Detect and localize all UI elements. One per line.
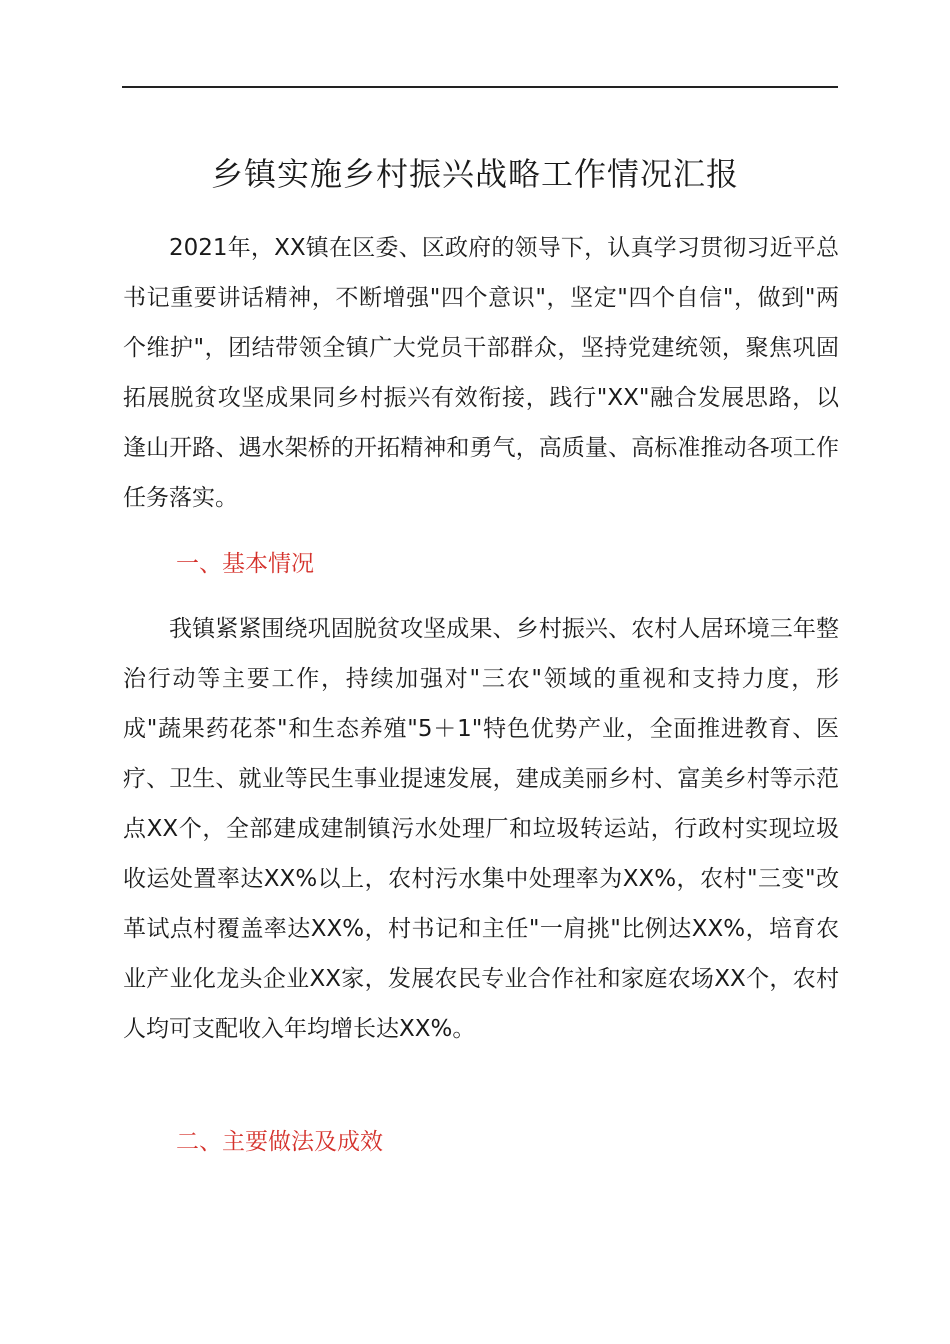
basic-situation-paragraph: 我镇紧紧围绕巩固脱贫攻坚成果、乡村振兴、农村人居环境三年整治行动等主要工作，持续加强对"三农"领域的重视和支持力度，形成"蔬果药花茶"和生态养殖"5＋1"特色优势产业，全面推进教育、医疗、卫生、就业等民生事业提速发展，建成美丽乡村、富美乡村等示范点XX个，全部建成建制镇污水处理厂和垃圾转运站，行政村实现垃圾收运处置率达XX%以上，农村污水集中处理率为XX%，农村"三变"改革试点村覆盖率达XX%，村书记和主任"一肩挑"比例达XX%，培育农业产业化龙头企业XX家，发展农民专业合作社和家庭农场XX个，农村人均可支配收入年均增长达XX%。 (123, 616, 839, 1042)
document-title: 乡镇实施乡村振兴战略工作情况汇报 (210, 155, 739, 193)
section-heading-basic-situation: 一、基本情况 (176, 551, 314, 577)
intro-paragraph: 2021年，XX镇在区委、区政府的领导下，认真学习贯彻习近平总书记重要讲话精神，不断增强"四个意识"，坚定"四个自信"，做到"两个维护"，团结带领全镇广大党员干部群众，坚持党建统领，聚焦巩固拓展脱贫攻坚成果同乡村振兴有效衔接，践行"XX"融合发展思路，以逢山开路、遇水架桥的开拓精神和勇气，高质量、高标准推动各项工作任务落实。 (123, 235, 839, 511)
section-heading-main-practices: 二、主要做法及成效 (176, 1129, 383, 1155)
header-divider (122, 86, 838, 88)
